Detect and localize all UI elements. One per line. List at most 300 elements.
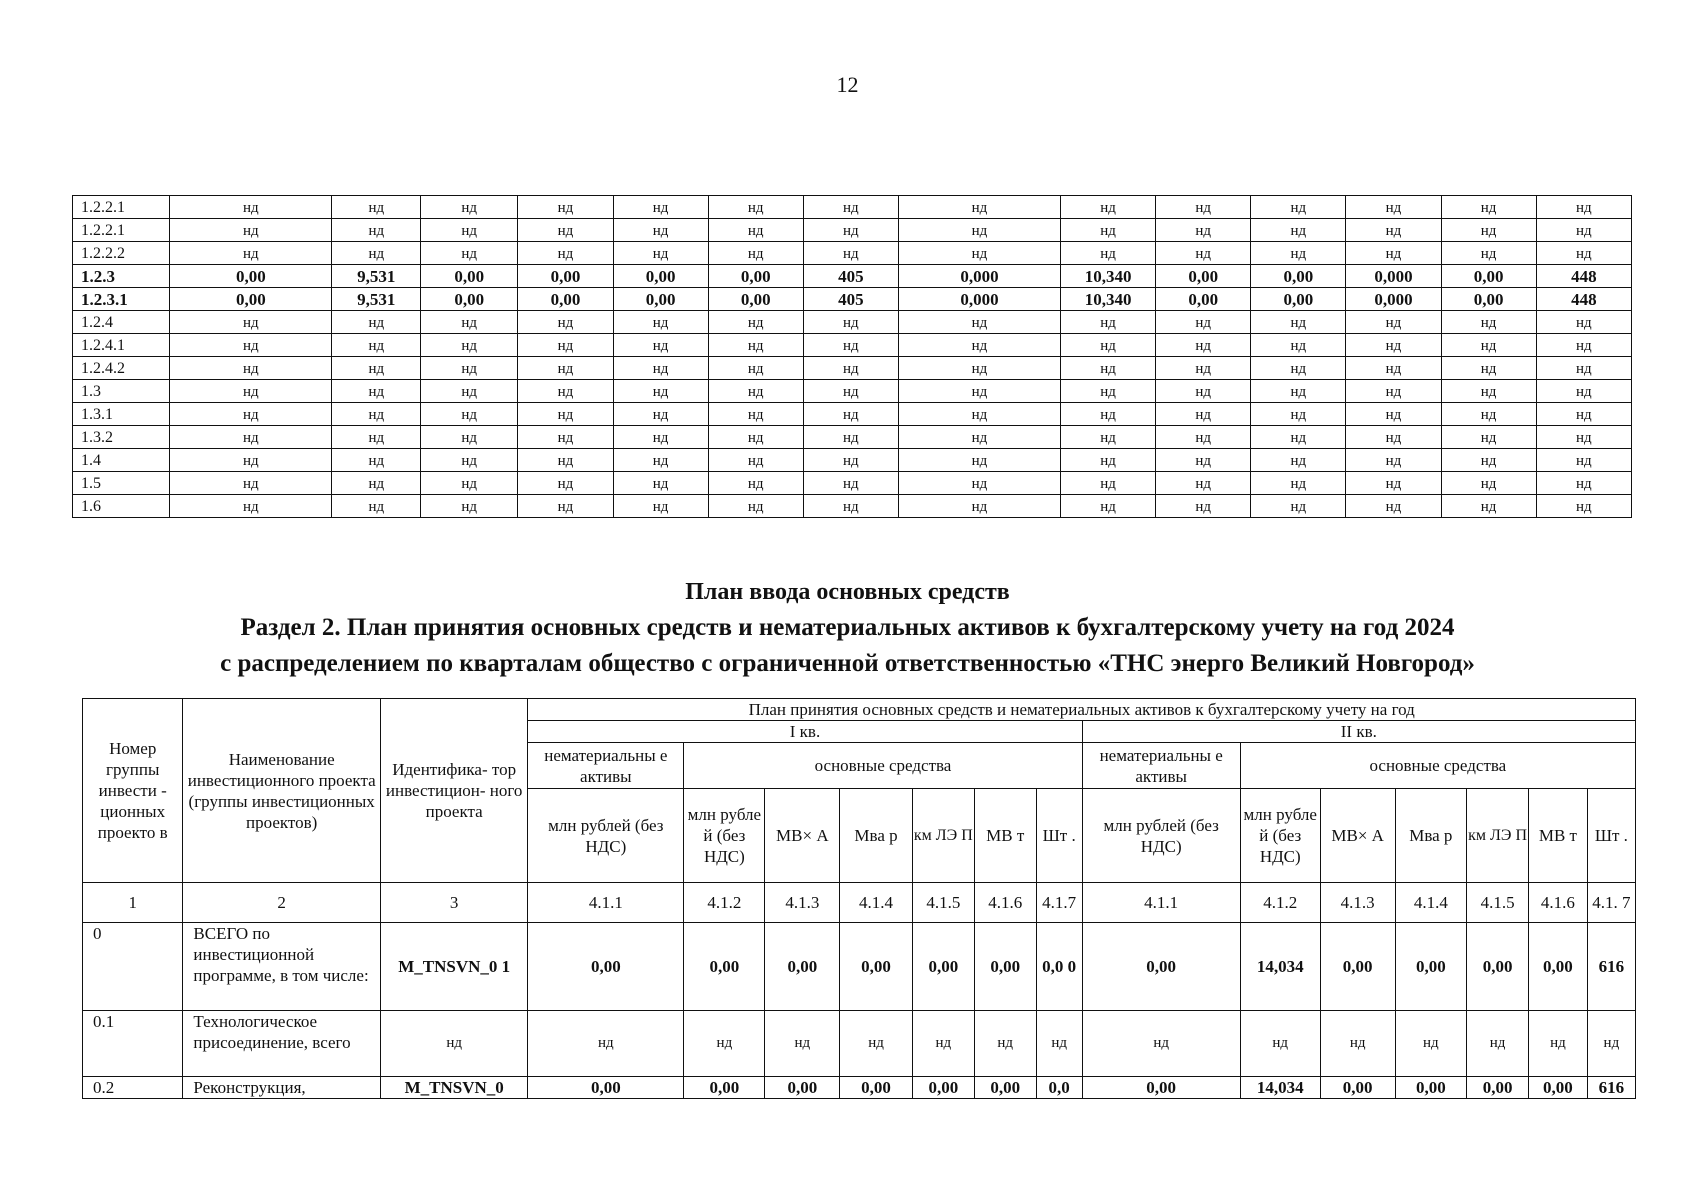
column-number: 4.1.4	[840, 883, 913, 923]
table-cell: нд	[1536, 357, 1631, 380]
table-cell: нд	[1441, 242, 1536, 265]
header-group-number: Номер группы инвести - ционных проекто в	[83, 699, 183, 883]
table-cell: нд	[518, 311, 613, 334]
table-cell: нд	[803, 357, 898, 380]
value-cell: 616	[1587, 1077, 1635, 1099]
table-cell: нд	[1441, 472, 1536, 495]
table-cell: нд	[803, 334, 898, 357]
table-cell: нд	[170, 357, 332, 380]
table-cell: 0,00	[518, 288, 613, 311]
table-cell: 9,531	[332, 288, 421, 311]
value-cell: 0,0	[1036, 1077, 1082, 1099]
table-cell: нд	[170, 242, 332, 265]
column-number: 1	[83, 883, 183, 923]
table-cell: нд	[898, 495, 1060, 518]
table-cell: нд	[518, 334, 613, 357]
value-cell: 0,00	[1467, 1077, 1529, 1099]
table-cell: 0,00	[518, 265, 613, 288]
project-name: Реконструкция,	[183, 1077, 381, 1099]
table-row	[73, 196, 1632, 219]
value-cell: 0,00	[1395, 923, 1467, 1011]
table-cell: нд	[1346, 357, 1441, 380]
table-cell: нд	[1251, 357, 1346, 380]
project-identifier: M_TNSVN_0	[380, 1077, 527, 1099]
table-cell: нд	[803, 426, 898, 449]
table-cell: нд	[1061, 380, 1156, 403]
table-cell: нд	[708, 380, 803, 403]
table-cell: нд	[613, 242, 708, 265]
table-cell: 405	[803, 265, 898, 288]
table-cell: нд	[803, 380, 898, 403]
table-cell: нд	[421, 311, 518, 334]
unit-pcs: Шт .	[1587, 789, 1635, 883]
table-cell: нд	[1346, 426, 1441, 449]
table-cell: нд	[332, 334, 421, 357]
table-cell: нд	[332, 242, 421, 265]
row-code: 1.2.2.1	[73, 196, 170, 219]
table-cell: нд	[518, 403, 613, 426]
table-cell: нд	[1156, 196, 1251, 219]
value-cell: 0,00	[1395, 1077, 1467, 1099]
table-cell: нд	[708, 311, 803, 334]
table-row	[73, 495, 1632, 518]
table-cell: нд	[613, 403, 708, 426]
table-cell: нд	[803, 311, 898, 334]
table-cell: нд	[613, 495, 708, 518]
header-q1-intangible: нематериальны е активы	[528, 743, 684, 789]
table-cell: нд	[1061, 472, 1156, 495]
table-row	[83, 923, 1636, 1011]
table-cell: нд	[332, 403, 421, 426]
table-cell: нд	[613, 334, 708, 357]
table-cell: нд	[518, 380, 613, 403]
table-cell: нд	[518, 196, 613, 219]
table-cell: нд	[1061, 426, 1156, 449]
table-cell: нд	[170, 334, 332, 357]
header-quarter-1: I кв.	[528, 721, 1082, 743]
table-cell: 405	[803, 288, 898, 311]
table-cell: 0,00	[170, 265, 332, 288]
table-cell: нд	[1156, 426, 1251, 449]
unit-mln-rub: млн рублей (без НДС)	[528, 789, 684, 883]
value-cell: 0,00	[684, 923, 765, 1011]
unit-mvar: Мва р	[1395, 789, 1467, 883]
table-cell: нд	[332, 219, 421, 242]
table-cell: нд	[1156, 311, 1251, 334]
table-cell: нд	[803, 403, 898, 426]
table-cell: нд	[1061, 311, 1156, 334]
table-cell: нд	[1251, 426, 1346, 449]
table-cell: нд	[708, 357, 803, 380]
table-cell: нд	[1061, 357, 1156, 380]
table-cell: нд	[332, 449, 421, 472]
table-cell: нд	[1156, 357, 1251, 380]
table-cell: нд	[1156, 334, 1251, 357]
table-cell: нд	[803, 472, 898, 495]
value-cell: 0,00	[765, 1077, 840, 1099]
row-code: 1.2.2.1	[73, 219, 170, 242]
table-cell: нд	[518, 449, 613, 472]
table-cell: нд	[1536, 449, 1631, 472]
value-cell: 0,00	[840, 923, 913, 1011]
table-cell: нд	[803, 495, 898, 518]
column-number: 2	[183, 883, 381, 923]
unit-mva: МВ× А	[765, 789, 840, 883]
unit-pcs: Шт .	[1036, 789, 1082, 883]
column-number: 4.1.3	[1320, 883, 1395, 923]
table-row	[73, 449, 1632, 472]
table-cell: 0,00	[421, 265, 518, 288]
table-cell: нд	[518, 242, 613, 265]
table-cell: нд	[332, 357, 421, 380]
table-cell: нд	[803, 196, 898, 219]
table-cell: нд	[1536, 196, 1631, 219]
row-code: 1.3.1	[73, 403, 170, 426]
table-cell: нд	[613, 219, 708, 242]
table-cell: нд	[518, 426, 613, 449]
table-cell: нд	[1346, 380, 1441, 403]
table-cell: нд	[898, 357, 1060, 380]
table-cell: нд	[170, 380, 332, 403]
table-cell: нд	[1251, 495, 1346, 518]
table-cell: нд	[332, 426, 421, 449]
unit-mw: МВ т	[974, 789, 1036, 883]
table-cell: нд	[613, 311, 708, 334]
value-cell: 0,00	[912, 923, 974, 1011]
header-quarter-2: II кв.	[1082, 721, 1635, 743]
table-cell: нд	[421, 495, 518, 518]
table-cell: нд	[170, 403, 332, 426]
table-cell: нд	[1251, 403, 1346, 426]
table-cell: нд	[898, 380, 1060, 403]
table-cell: нд	[1061, 449, 1156, 472]
value-cell: нд	[1395, 1011, 1467, 1077]
table-cell: нд	[1441, 380, 1536, 403]
table-cell: нд	[1346, 242, 1441, 265]
table-cell: нд	[1251, 196, 1346, 219]
table-cell: нд	[421, 403, 518, 426]
table-cell: нд	[803, 219, 898, 242]
unit-km: км ЛЭ П	[1467, 789, 1529, 883]
table-row	[73, 426, 1632, 449]
table-cell: нд	[1156, 472, 1251, 495]
table-cell: нд	[1061, 403, 1156, 426]
table-cell: 0,00	[1156, 288, 1251, 311]
table-cell: нд	[1061, 219, 1156, 242]
project-name: ВСЕГО по инвестиционной программе, в том числе:	[183, 923, 381, 1011]
table-cell: нд	[1061, 334, 1156, 357]
table-cell: нд	[170, 311, 332, 334]
column-number: 4.1.6	[974, 883, 1036, 923]
table-cell: нд	[1156, 380, 1251, 403]
value-cell: нд	[1467, 1011, 1529, 1077]
table-cell: нд	[708, 495, 803, 518]
table-cell: 0,00	[1441, 265, 1536, 288]
table-cell: нд	[1346, 334, 1441, 357]
table-cell: нд	[1346, 311, 1441, 334]
table-row	[83, 1077, 1636, 1099]
table-cell: 0,00	[708, 265, 803, 288]
table-cell: нд	[1346, 196, 1441, 219]
value-cell: нд	[1082, 1011, 1240, 1077]
row-code: 1.4	[73, 449, 170, 472]
table-cell: 0,00	[1251, 265, 1346, 288]
table-cell: нд	[332, 196, 421, 219]
column-number: 4.1.1	[528, 883, 684, 923]
table-cell: нд	[1251, 334, 1346, 357]
column-number: 4.1.3	[765, 883, 840, 923]
table-cell: нд	[1441, 403, 1536, 426]
header-q2-fixed: основные средства	[1240, 743, 1635, 789]
table-cell: нд	[708, 219, 803, 242]
table-cell: нд	[1441, 426, 1536, 449]
table-cell: нд	[1251, 242, 1346, 265]
table-cell: нд	[1536, 495, 1631, 518]
value-cell: нд	[974, 1011, 1036, 1077]
table-cell: 0,000	[1346, 288, 1441, 311]
value-cell: 0,00	[840, 1077, 913, 1099]
table-cell: нд	[421, 426, 518, 449]
table-cell: нд	[613, 472, 708, 495]
table-cell: нд	[518, 357, 613, 380]
column-number: 4.1.1	[1082, 883, 1240, 923]
table-cell: нд	[898, 311, 1060, 334]
table-cell: нд	[421, 219, 518, 242]
table-cell: нд	[1061, 196, 1156, 219]
table-cell: нд	[708, 403, 803, 426]
value-cell: 14,034	[1240, 1077, 1320, 1099]
table-cell: нд	[898, 334, 1060, 357]
table-cell: нд	[613, 426, 708, 449]
table-row	[73, 288, 1632, 311]
table-cell: нд	[421, 357, 518, 380]
table-cell: 10,340	[1061, 288, 1156, 311]
row-code: 1.6	[73, 495, 170, 518]
table-cell: нд	[803, 242, 898, 265]
row-code: 1.2.4	[73, 311, 170, 334]
table-cell: нд	[170, 472, 332, 495]
table-cell: нд	[1536, 334, 1631, 357]
table-cell: нд	[803, 449, 898, 472]
value-cell: 0,0 0	[1036, 923, 1082, 1011]
column-number: 4.1.5	[912, 883, 974, 923]
value-cell: 0,00	[765, 923, 840, 1011]
table-cell: нд	[421, 334, 518, 357]
table-cell: нд	[898, 219, 1060, 242]
table-cell: нд	[898, 472, 1060, 495]
table-cell: 0,00	[421, 288, 518, 311]
unit-mln-rub: млн рубле й (без НДС)	[684, 789, 765, 883]
table-cell: 0,00	[613, 265, 708, 288]
column-number-row	[83, 883, 1636, 923]
value-cell: 0,00	[1467, 923, 1529, 1011]
table-cell: нд	[708, 449, 803, 472]
value-cell: 0,00	[1529, 1077, 1588, 1099]
table-cell: нд	[1156, 219, 1251, 242]
value-cell: нд	[1320, 1011, 1395, 1077]
table-cell: нд	[518, 219, 613, 242]
row-code: 1.3	[73, 380, 170, 403]
table-cell: нд	[1251, 380, 1346, 403]
header-q2-intangible: нематериальны е активы	[1082, 743, 1240, 789]
table-cell: нд	[898, 403, 1060, 426]
group-number: 0.2	[83, 1077, 183, 1099]
row-code: 1.2.4.2	[73, 357, 170, 380]
table-cell: 0,000	[898, 265, 1060, 288]
row-code: 1.2.3	[73, 265, 170, 288]
table-cell: нд	[421, 242, 518, 265]
table-cell: нд	[1536, 311, 1631, 334]
table-cell: нд	[518, 472, 613, 495]
table-cell: нд	[1536, 380, 1631, 403]
unit-mln-rub: млн рубле й (без НДС)	[1240, 789, 1320, 883]
table-row	[73, 311, 1632, 334]
table-cell: нд	[613, 380, 708, 403]
row-code: 1.2.2.2	[73, 242, 170, 265]
value-cell: нд	[1529, 1011, 1588, 1077]
table-cell: нд	[332, 495, 421, 518]
column-number: 4.1.6	[1529, 883, 1588, 923]
table-cell: нд	[518, 495, 613, 518]
table-cell: нд	[1536, 219, 1631, 242]
value-cell: 0,00	[912, 1077, 974, 1099]
value-cell: нд	[1036, 1011, 1082, 1077]
table-cell: нд	[421, 380, 518, 403]
table-cell: нд	[1346, 472, 1441, 495]
value-cell: нд	[1240, 1011, 1320, 1077]
group-number: 0.1	[83, 1011, 183, 1077]
table-cell: 0,00	[708, 288, 803, 311]
table-cell: нд	[170, 426, 332, 449]
table-cell: 9,531	[332, 265, 421, 288]
value-cell: нд	[1587, 1011, 1635, 1077]
table-cell: 0,000	[1346, 265, 1441, 288]
unit-mvar: Мва р	[840, 789, 913, 883]
unit-mva: МВ× А	[1320, 789, 1395, 883]
value-cell: 0,00	[974, 1077, 1036, 1099]
table-cell: нд	[1346, 403, 1441, 426]
unit-mln-rub: млн рублей (без НДС)	[1082, 789, 1240, 883]
table-cell: 10,340	[1061, 265, 1156, 288]
table-cell: нд	[1441, 495, 1536, 518]
table-cell: нд	[1441, 219, 1536, 242]
group-number: 0	[83, 923, 183, 1011]
section-title: Раздел 2. План принятия основных средств и нематериальных активов к бухгалтерскому учету на год 2024	[240, 614, 1455, 641]
table-cell: нд	[1346, 449, 1441, 472]
value-cell: нд	[684, 1011, 765, 1077]
value-cell: 0,00	[974, 923, 1036, 1011]
table-cell: нд	[421, 472, 518, 495]
value-cell: нд	[765, 1011, 840, 1077]
table-cell: нд	[708, 196, 803, 219]
value-cell: 0,00	[1082, 1077, 1240, 1099]
table-row	[83, 1011, 1636, 1077]
table-cell: нд	[1441, 334, 1536, 357]
table-cell: нд	[613, 357, 708, 380]
table-cell: нд	[898, 196, 1060, 219]
unit-mw: МВ т	[1529, 789, 1588, 883]
table-cell: нд	[332, 311, 421, 334]
table-cell: нд	[1061, 242, 1156, 265]
value-cell: 616	[1587, 923, 1635, 1011]
value-cell: 0,00	[1529, 923, 1588, 1011]
table-cell: нд	[1536, 242, 1631, 265]
table-row	[73, 472, 1632, 495]
value-cell: нд	[528, 1011, 684, 1077]
table-row	[73, 242, 1632, 265]
project-name: Технологическое присоединение, всего	[183, 1011, 381, 1077]
table-cell: 0,00	[1441, 288, 1536, 311]
plan-title: План ввода основных средств	[685, 579, 1010, 605]
column-number: 4.1.7	[1036, 883, 1082, 923]
column-number: 4.1.2	[1240, 883, 1320, 923]
header-identifier: Идентифика- тор инвестицион- ного проекта	[380, 699, 527, 883]
table-cell: нд	[332, 380, 421, 403]
table-row	[73, 357, 1632, 380]
table-cell: нд	[1061, 495, 1156, 518]
column-number: 4.1. 7	[1587, 883, 1635, 923]
table-cell: нд	[170, 219, 332, 242]
table-cell: 0,000	[898, 288, 1060, 311]
table-cell: нд	[1346, 219, 1441, 242]
table-cell: нд	[1156, 449, 1251, 472]
table-cell: нд	[708, 472, 803, 495]
continuation-table	[72, 195, 1632, 518]
table-cell: 0,00	[1156, 265, 1251, 288]
table-cell: нд	[898, 449, 1060, 472]
section-titles	[0, 574, 1695, 682]
value-cell: 0,00	[528, 1077, 684, 1099]
plan-table	[82, 698, 1636, 1099]
table-cell: нд	[1536, 403, 1631, 426]
row-code: 1.5	[73, 472, 170, 495]
page-number: 12	[836, 72, 859, 97]
value-cell: 14,034	[1240, 923, 1320, 1011]
header-project-name: Наименование инвестиционного проекта (группы инвестиционных проектов)	[183, 699, 381, 883]
table-cell: нд	[1156, 403, 1251, 426]
column-number: 4.1.2	[684, 883, 765, 923]
table-cell: нд	[708, 334, 803, 357]
table-cell: нд	[708, 426, 803, 449]
table-cell: 448	[1536, 288, 1631, 311]
section-subtitle: с распределением по кварталам общество с ограниченной ответственностью «ТНС энерго Великий Новгород»	[220, 650, 1475, 677]
table-cell: нд	[1251, 219, 1346, 242]
table-cell: нд	[421, 196, 518, 219]
table-cell: нд	[1536, 426, 1631, 449]
table-cell: 0,00	[1251, 288, 1346, 311]
row-code: 1.2.4.1	[73, 334, 170, 357]
table-row	[73, 334, 1632, 357]
table-cell: нд	[898, 242, 1060, 265]
table-cell: нд	[1156, 242, 1251, 265]
table-cell: 448	[1536, 265, 1631, 288]
table-cell: 0,00	[170, 288, 332, 311]
table-cell: нд	[170, 196, 332, 219]
value-cell: 0,00	[684, 1077, 765, 1099]
header-q1-fixed: основные средства	[684, 743, 1082, 789]
table-cell: нд	[1251, 311, 1346, 334]
table-row	[73, 219, 1632, 242]
table-cell: нд	[1251, 449, 1346, 472]
table-row	[73, 380, 1632, 403]
table-cell: нд	[613, 449, 708, 472]
table-cell: нд	[708, 242, 803, 265]
table-cell: 0,00	[613, 288, 708, 311]
value-cell: нд	[912, 1011, 974, 1077]
table-cell: нд	[613, 196, 708, 219]
column-number: 4.1.5	[1467, 883, 1529, 923]
row-code: 1.2.3.1	[73, 288, 170, 311]
